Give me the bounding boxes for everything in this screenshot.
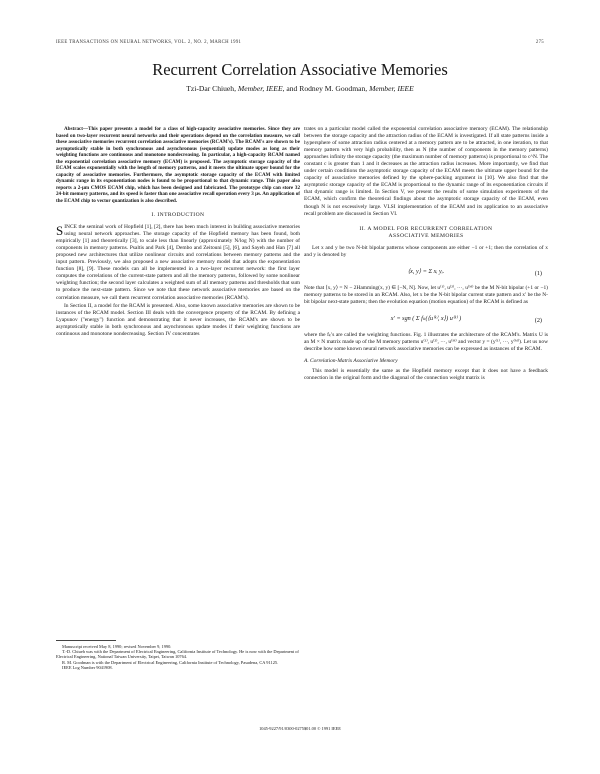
right-paragraph-1: trates on a particular model called the exponential correlation associative memory (ECAM). The relationship between the storage capacity and the attraction radius of the ECAM is investigated. If all state patterns inside a hypersphere of some attraction radius centered at a memory pattern are to be attracted, in one iteration, to that memory pattern with very high probability, then as N (the number of components in the memory patterns) approaches infinity the storage capacity (the maximum number of memory patterns) is proportional to c^N. The constant c is greater than 1 and it decreases as the attraction radius increases. More importantly, we find that under certain conditions the asymptotic storage capacity of the ECAM meets the ultimate upper bound for the capacity of associative memories defined by the sphere-packing argument in [10]. We also find that the asymptotic storage capacity of the ECAM is proportional to the dynamic range of its exponentiation circuits if that dynamic range is limited. In Section V, we present the results of some simulation experiments of the ECAM, which confirm the theoretical findings about the asymptotic storage capacity of the ECAM, even though N is not excessively large. VLSI implementation of the ECAM and its application to an associative recall problem are discussed in Section VI. (304, 126, 548, 217)
right-paragraph-2: Let x and y be two N-bit bipolar patterns whose components are either −1 or +1; then the correlation of x and y is denoted by (304, 244, 548, 258)
equation-1 (304, 262, 548, 282)
author-2-role: Member, IEEE (369, 84, 414, 93)
section-heading-model-line-1: II. A MODEL FOR RECURRENT CORRELATION (359, 225, 493, 232)
paper-title: Recurrent Correlation Associative Memories (152, 60, 448, 79)
journal-name: IEEE TRANSACTIONS ON NEURAL NETWORKS, VOL. 2, NO. 2, MARCH 1991 (56, 40, 242, 45)
footnote-rule (56, 640, 116, 641)
footnote-author-2: R. M. Goodman is with the Department of Electrical Engineering, California Institute of Technology, Pasadena, CA 91125. (62, 659, 279, 665)
drop-cap: S (56, 223, 64, 239)
right-paragraph-5: This model is essentially the same as the Hopfield memory except that it does not have a feedback connection in the original form and the diagonal of the connection weight matrix is (304, 368, 548, 382)
footnote-author-1: T.-D. Chiueh was with the Department of Electrical Engineering, California Institute of Technology. He is now with the Department of Electrical Engineering, National Taiwan University, Taipei, Taiwan 10764. (56, 649, 299, 660)
author-line (0, 84, 600, 93)
page-number: 275 (535, 40, 544, 45)
abstract (56, 126, 300, 204)
left-column (56, 126, 300, 339)
section-heading-model (304, 226, 548, 240)
copyright-line: 1045-9227/91/0300-0275$01.00 © 1991 IEEE (259, 726, 341, 731)
footnotes (56, 640, 300, 670)
intro-paragraph-1 (56, 224, 300, 302)
author-1-role: Member, IEEE, (237, 84, 285, 93)
intro-paragraph-2: In Section II, a model for the RCAM is presented. Also, some known associative memories are shown to be instances of the RCAM model. Section III deals with the convergence property of the RCAM. By defining a Lyapunov ("energy") function and demonstrating that it never increases, the RCAM's are shown to be asymptotically stable in both synchronous and asynchronous update modes if their weighting functions are continuous and monotone nondecreasing. Section IV concentrates (56, 302, 300, 337)
section-heading-model-line-2: ASSOCIATIVE MEMORIES (388, 232, 464, 239)
equation-2-number: (2) (534, 316, 542, 324)
section-heading-introduction: I. INTRODUCTION (151, 212, 205, 218)
author-1-name: Tzi-Dar Chiueh, (186, 84, 236, 93)
author-2-name: Rodney M. Goodman, (299, 84, 368, 93)
right-paragraph-3: Note that ⟨x, y⟩ = N − 2Hamming(x, y) ∈ [−N, N]. Now, let u⁽¹⁾, u⁽²⁾, ···, u⁽ᴹ⁾ be the M N-bit bipolar (+1 or −1) memory patterns to be stored in an RCAM. Also, let x be the N-bit bipolar current state pattern and x′ be the N-bit bipolar next-state pattern; then the evolution equation (motion equation) of the RCAM is defined as (304, 284, 548, 305)
equation-1-number: (1) (534, 269, 542, 277)
footnote-received: Manuscript received May 8, 1990; revised November 9, 1990. (62, 644, 172, 649)
equation-2-body: x′ = sgn ( Σ fₖ(⟨u⁽ᵏ⁾, x⟩) u⁽ᵏ⁾ ) (390, 314, 462, 322)
right-paragraph-4: where the fₖ's are called the weighting functions. Fig. 1 illustrates the architecture of the RCAM's. Matrix U is an M × N matrix made up of the M memory patterns u⁽¹⁾, u⁽²⁾, ···, u⁽ᴹ⁾ and vector y = (y⁽¹⁾, ···, y⁽ᴹ⁾). Let us now describe how some known neural network associative memories can be expressed as instances of the RCAM. (304, 331, 548, 353)
footnote-log-number: IEEE Log Number 9041908. (62, 664, 113, 670)
abstract-text: Abstract—This paper presents a model for a class of high-capacity associative memories. Since they are based on two-layer recurrent neural networks and their operations depend on the correlation measure, we call these associative memories recurrent correlation associative memories (RCAM's). The RCAM's are shown to be asymptotically stable in both synchronous and asynchronous (sequential) update modes as long as their weighting functions are continuous and monotone nondecreasing. In particular, a high-capacity RCAM named the exponential correlation associative memory (ECAM) is proposed. The asymptotic storage capacity of the ECAM scales exponentially with the length of memory patterns, and it meets the ultimate upper bound for the capacity of associative memories. Furthermore, the asymptotic storage capacity of the ECAM with limited dynamic range in its exponentiation nodes is found to be proportional to that dynamic range. This paper also reports a 2-μm CMOS ECAM chip, which has been designed and fabricated. The prototype chip can store 32 24-bit memory patterns, and its speed is faster than one associative recall operation every 3 μs. An application of the ECAM chip to vector quantization is also described. (56, 126, 300, 204)
intro-paragraph-1-text: INCE the seminal work of Hopfield [1], [2], there has been much interest in building associative memories using neural network approaches. The storage capacity of the Hopfield memory has been found, both empirically [1] and theoretically [3], to scale less than linearly (approximately N/log N) with the number of components in memory patterns. Psaltis and Park [4], Dembo and Zeitouni [5], [6], and Sayeh and Han [7] all proposed new architectures that utilize nonlinear circuits and correlations between memory patterns and the input pattern. Previously, we also proposed a new associative memory model that adopts the exponentiation function [8], [9]. These models can all be implemented in a two-layer recurrent network: the first layer computes the correlations of the current-state pattern and all the memory patterns, followed by some nonlinear weighting function; the second layer calculates a weighted sum of all memory patterns and thresholds that sum to produce the next-state pattern. Since we note that these network associative memories are based on the correlation measure, we call them recurrent correlation associative memories (RCAM's). (56, 224, 300, 301)
equation-1-body: ⟨x, y⟩ = Σ xᵢ yᵢ. (407, 267, 445, 275)
subsection-heading-a: A. Correlation-Matrix Associative Memory (304, 358, 398, 365)
equation-2 (304, 309, 548, 329)
right-column (304, 126, 548, 383)
running-header (56, 40, 544, 45)
author-conjunction: and (286, 84, 298, 93)
